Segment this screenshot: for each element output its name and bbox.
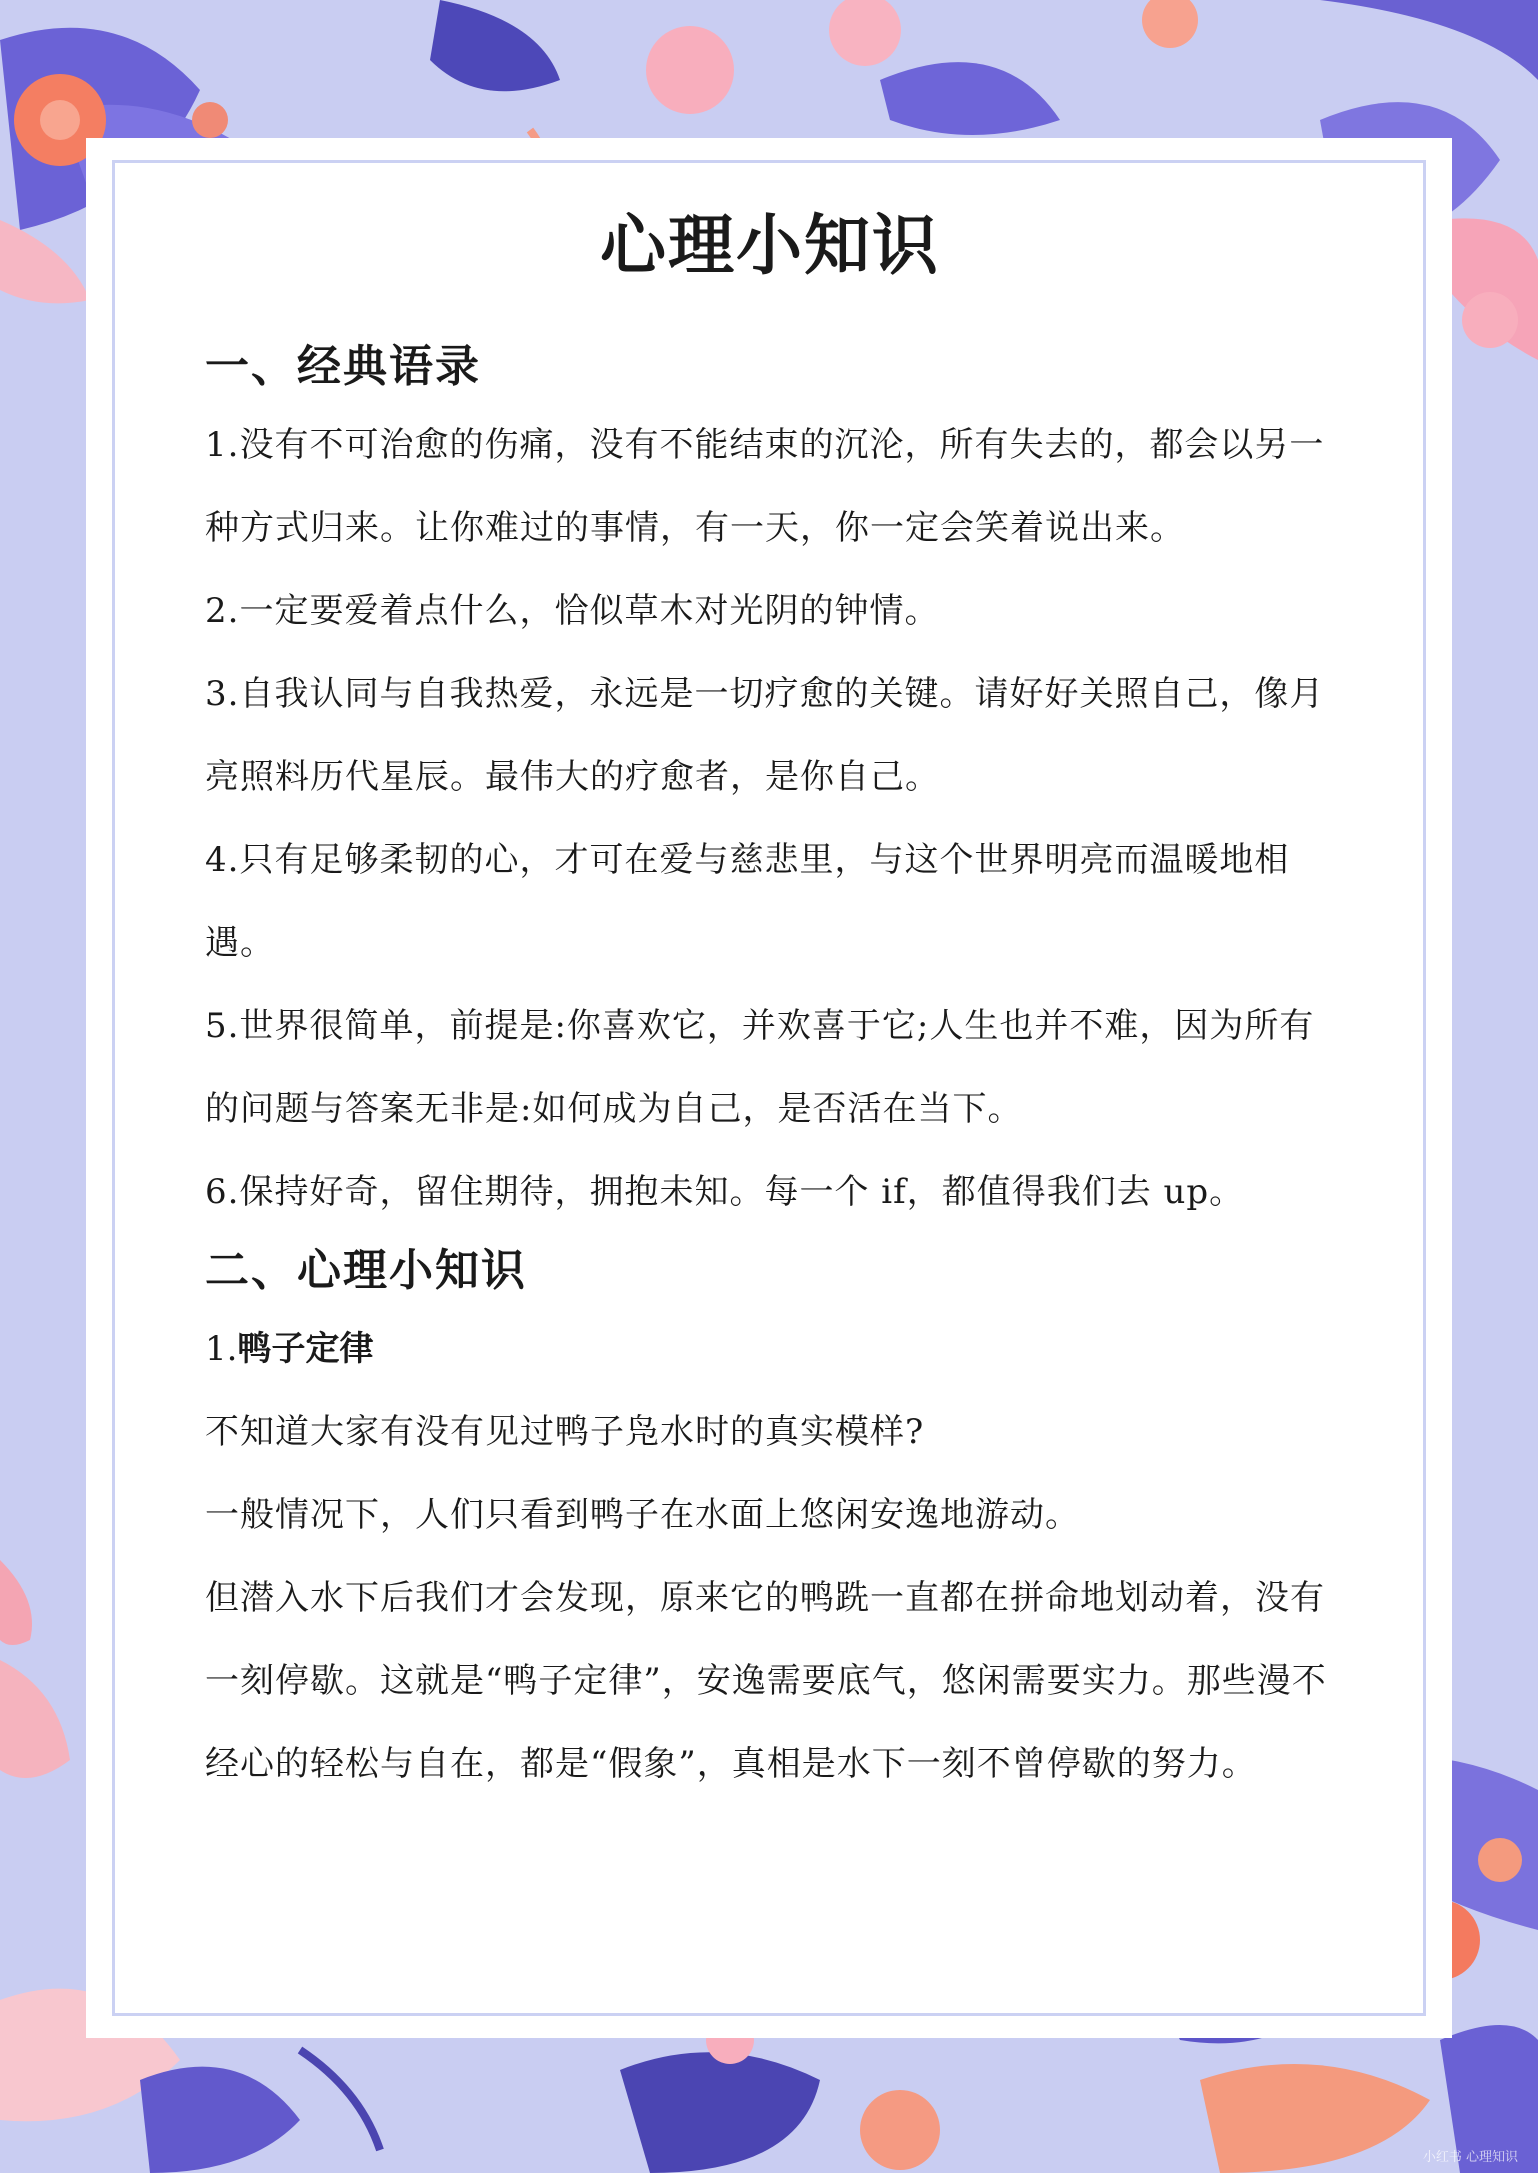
leaf-decoration bbox=[0, 1660, 70, 1778]
knowledge-paragraph: 不知道大家有没有见过鸭子凫水时的真实模样? bbox=[205, 1412, 925, 1452]
flower-decoration bbox=[192, 102, 228, 138]
flower-decoration bbox=[860, 2090, 940, 2170]
flower-decoration bbox=[646, 26, 734, 114]
knowledge-item-heading bbox=[205, 1308, 1335, 1391]
flower-decoration bbox=[1462, 292, 1518, 348]
leaf-decoration bbox=[880, 62, 1060, 135]
knowledge-item-title: 鸭子定律 bbox=[237, 1329, 374, 1369]
quote-paragraph: 5.世界很简单，前提是:你喜欢它，并欢喜于它;人生也并不难，因为所有的问题与答案无非是:如何成为自己，是否活在当下。 bbox=[205, 1006, 1315, 1129]
flower-decoration bbox=[1478, 1838, 1522, 1882]
section-heading-quotes: 一、经典语录 bbox=[205, 341, 481, 392]
flower-decoration bbox=[40, 100, 80, 140]
flower-decoration bbox=[1142, 0, 1198, 48]
leaf-decoration bbox=[1200, 2064, 1430, 2173]
leaf-decoration bbox=[0, 1560, 32, 1645]
section-heading-knowledge: 二、心理小知识 bbox=[205, 1245, 527, 1296]
watermark: 小红书 心理知识 bbox=[1422, 2150, 1518, 2165]
knowledge-paragraph: 一般情况下，人们只看到鸭子在水面上悠闲安逸地游动。 bbox=[205, 1495, 1080, 1535]
knowledge-paragraph: 但潜入水下后我们才会发现，原来它的鸭跣一直都在拼命地划动着，没有一刻停歇。这就是“鸭子定律”，安逸需要底气，悠闲需要实力。那些漫不经心的轻松与自在，都是“假象”，真相是水下一刻不曾停歇的努力。 bbox=[205, 1578, 1327, 1784]
leaf-decoration bbox=[0, 220, 90, 303]
knowledge-item-number: 1. bbox=[205, 1329, 238, 1369]
quote-paragraph: 3.自我认同与自我热爱，永远是一切疗愈的关键。请好好关照自己，像月亮照料历代星辰。最伟大的疗愈者，是你自己。 bbox=[205, 674, 1325, 797]
page-title: 心理小知识 bbox=[600, 207, 940, 284]
quote-paragraph: 4.只有足够柔韧的心，才可在爱与慈悲里，与这个世界明亮而温暖地相遇。 bbox=[205, 840, 1290, 963]
document-body bbox=[205, 190, 1335, 1806]
quote-paragraph: 1.没有不可治愈的伤痛，没有不能结束的沉沦，所有失去的，都会以另一种方式归来。让你难过的事情，有一天，你一定会笑着说出来。 bbox=[205, 425, 1325, 548]
leaf-decoration bbox=[1320, 0, 1538, 80]
quote-paragraph: 2.一定要爱着点什么，恰似草木对光阴的钟情。 bbox=[205, 591, 940, 631]
leaf-decoration bbox=[300, 2050, 380, 2150]
quote-paragraph: 6.保持好奇，留住期待，拥抱未知。每一个 if，都值得我们去 up。 bbox=[205, 1172, 1245, 1212]
leaf-decoration bbox=[140, 2067, 300, 2173]
leaf-decoration bbox=[620, 2052, 820, 2173]
flower-decoration bbox=[829, 0, 901, 66]
leaf-decoration bbox=[430, 0, 560, 91]
